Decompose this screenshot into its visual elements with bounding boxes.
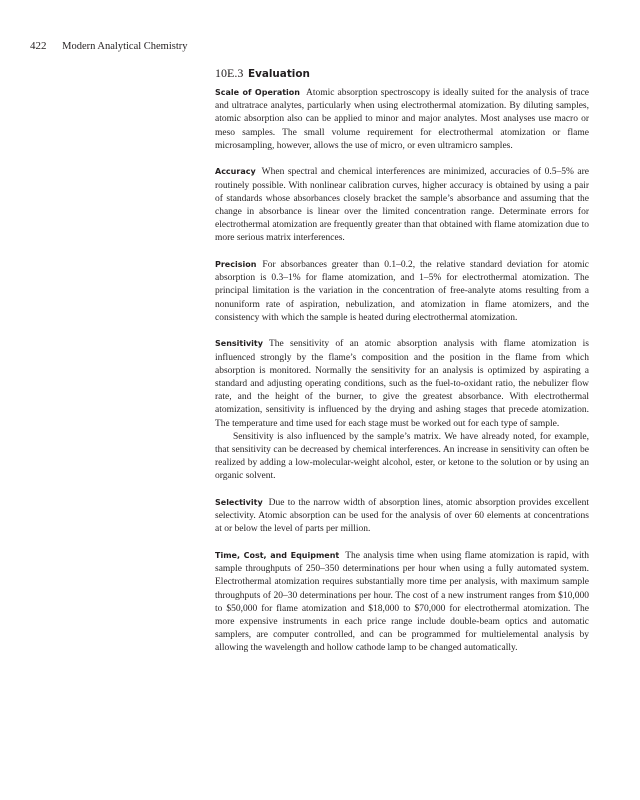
section-number: 10E.3: [215, 66, 244, 80]
paragraph-text: The sensitivity of an atomic absorption analysis with flame atomization is influenced strongly by the flame’s composition and the position in the flame from which absorption is monitored. Normally the sensitivity for an analysis is optimized by aspirating a standard and adjusting operating conditions, such as the fuel-to-oxidant ratio, the nebulizer flow rate, and the height of the burner, to give the greatest absorbance. With electrothermal atomization, sensitivity is influenced by the drying and ashing stages that precede atomization. The temperature and time used for each stage must be worked out for each type of sample.: [215, 339, 589, 429]
run-in-heading: Sensitivity: [215, 339, 263, 349]
run-in-heading: Precision: [215, 260, 257, 270]
book-title: Modern Analytical Chemistry: [62, 41, 188, 52]
run-in-heading: Scale of Operation: [215, 88, 300, 97]
paragraph-text: When spectral and chemical interferences are minimized, accuracies of 0.5–5% are routinely possible. With nonlinear calibration curves, higher accuracy is obtained by using a pair of standards whose absorbances closely bracket the sample’s absorbance and assuming that the change in absorbance is linear over the limited concentration range. Determinate errors for electrothermal atomization are frequently greater than that obtained with flame atomization due to more serious matrix interferences.: [215, 167, 589, 244]
page-number: 422: [30, 40, 47, 52]
run-in-heading: Selectivity: [215, 498, 263, 508]
paragraph-time-cost-equipment: [215, 549, 589, 656]
paragraph-accuracy: [215, 165, 589, 245]
paragraph-text: For absorbances greater than 0.1–0.2, the relative standard deviation for atomic absorption is 0.3–1% for flame atomization, and 1–5% for electrothermal atomization. The principal limitation is the variation in the concentration of free-analyte atoms resulting from a nonuniform rate of aspiration, nebulization, and atomization in flame atomizers, and the consistency with which the sample is heated during electrothermal atomization.: [215, 260, 589, 323]
paragraph-precision: [215, 258, 589, 325]
paragraph-text: Sensitivity is also influenced by the sample’s matrix. We have already noted, for example, that sensitivity can be decreased by chemical interferences. An increase in sensitivity can often be realized by adding a low-molecular-weight alcohol, ester, or ketone to the solution or by using an organic solvent.: [215, 431, 589, 482]
paragraph-text: Due to the narrow width of absorption lines, atomic absorption provides excellent selectivity. Atomic absorption can be used for the analysis of over 60 elements at concentrations at or below the level of parts per million.: [215, 498, 589, 535]
run-in-heading: Time, Cost, and Equipment: [215, 551, 340, 561]
paragraph-selectivity: [215, 496, 589, 537]
main-text-column: [215, 66, 589, 668]
paragraph-text: Atomic absorption spectroscopy is ideally suited for the analysis of trace and ultratrace analytes, particularly when using electrothermal atomization. By diluting samples, atomic absorption also can be applied to minor and major analytes. Most analyses use macro or meso samples. The small volume requirement for electrothermal atomization or flame microsampling, however, allows the use of micro, or even ultramicro samples.: [215, 88, 590, 151]
run-in-heading: Accuracy: [215, 167, 256, 177]
paragraph-sensitivity-continued: [215, 431, 589, 484]
paragraph-scale-of-operation: [215, 86, 589, 153]
paragraph-text: The analysis time when using flame atomization is rapid, with sample throughputs of 250–350 determinations per hour when using a fully automated system. Electrothermal atomization requires substantially more time per analysis, with maximum sample throughputs of 20–30 determinations per hour. The cost of a new instrument ranges from $10,000 to $50,000 for flame atomization and $18,000 to $70,000 for electrothermal atomization. The more expensive instruments in each price range include double-beam optics and automatic samplers, are computer controlled, and can be programmed for multielemental analysis by allowing the wavelength and hollow cathode lamp to be changed automatically.: [215, 551, 589, 654]
section-heading: [215, 66, 589, 81]
running-head: [30, 40, 188, 52]
section-title: Evaluation: [247, 68, 310, 80]
paragraph-sensitivity: [215, 337, 589, 430]
